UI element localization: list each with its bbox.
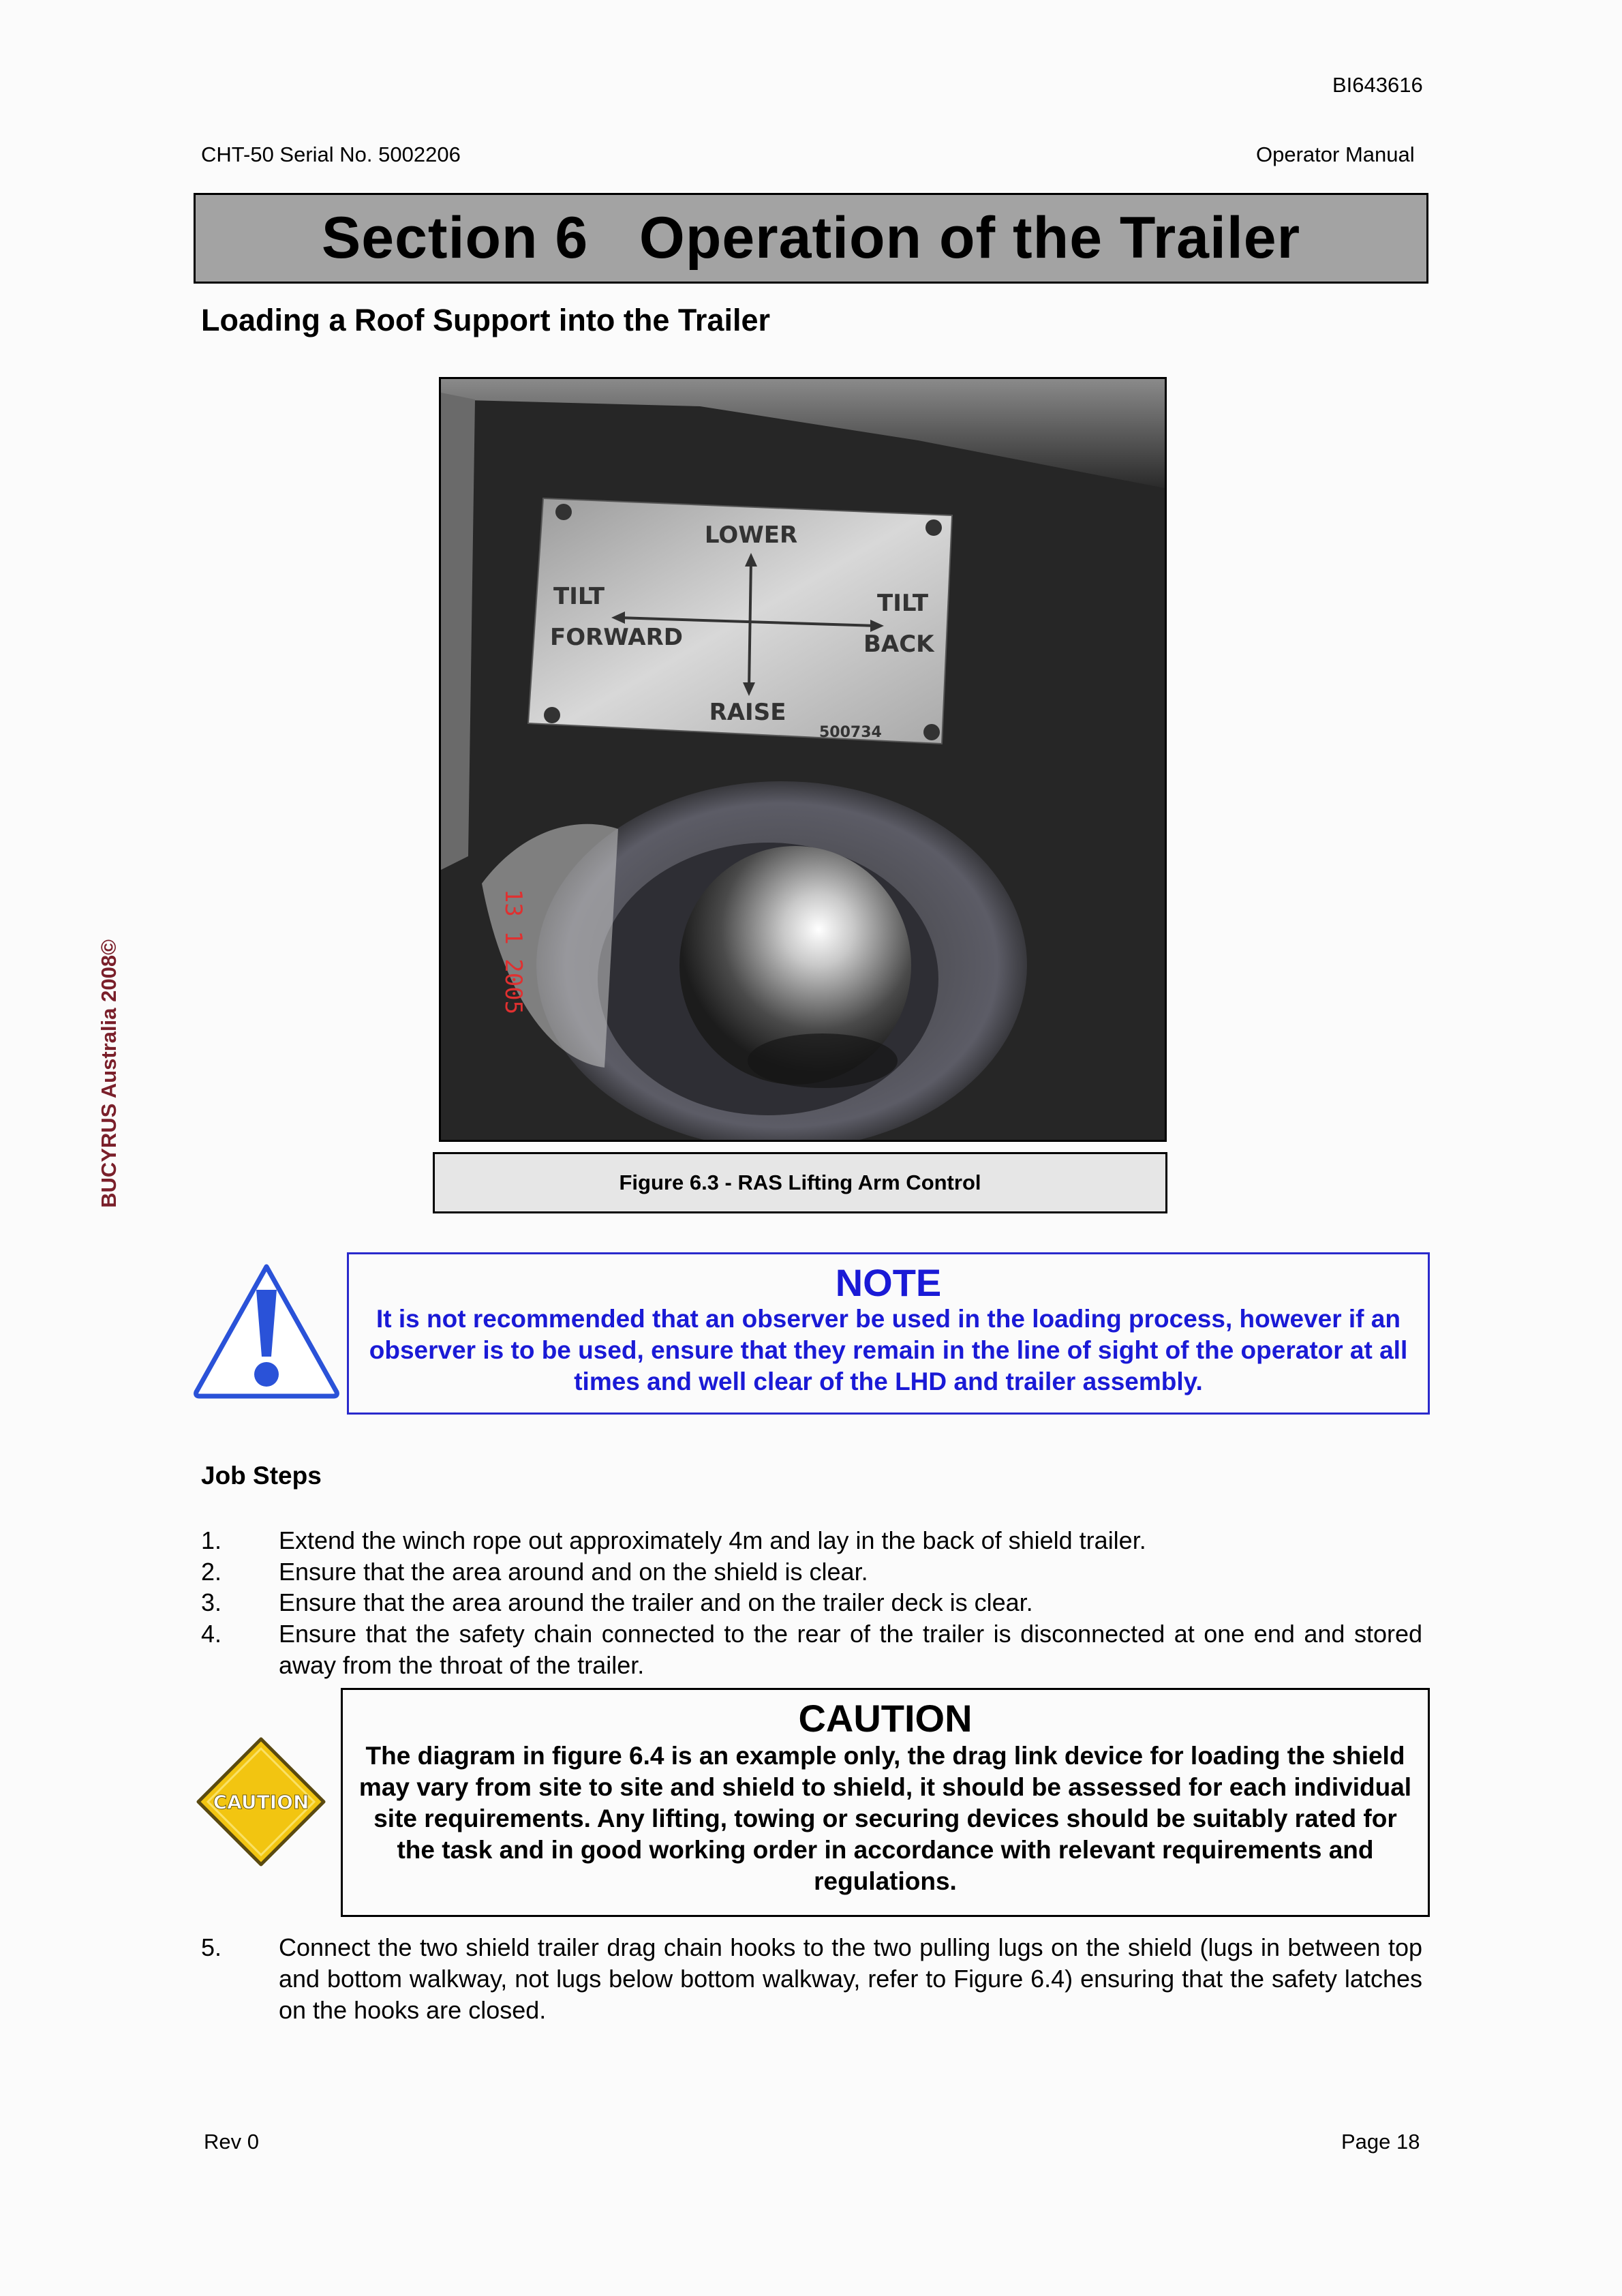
- caution-text: The diagram in figure 6.4 is an example only, the drag link device for loading the shield may vary from site to site and shield to shield, it should be assessed for each individual site requirements. Any lifting, towing or securing devices should be suitably rated for the task and in good working order in accordance with relevant requirements and regulations.: [358, 1742, 1412, 1895]
- step-number: 5.: [201, 1933, 222, 1961]
- control-panel-photo: [441, 379, 1165, 1140]
- plate-lower: LOWER: [704, 522, 798, 549]
- date-stamp: 13 1 2005: [500, 888, 527, 1015]
- direction-plate: [528, 498, 952, 744]
- step-number: 1.: [201, 1526, 222, 1554]
- list-item: [201, 1618, 1422, 1681]
- list-item: [201, 1932, 1422, 2026]
- job-steps-heading: Job Steps: [201, 1462, 322, 1490]
- caution-box: [341, 1688, 1430, 1917]
- figure-photo: [439, 377, 1167, 1142]
- plate-tilt-left: TILT: [553, 583, 605, 610]
- list-item: [201, 1556, 1422, 1588]
- note-text: It is not recommended that an observer be used in the loading process, however if an observer is to be used, ensure that they remain in the line of sight of the operator at all times and well clear of the LHD and trailer assembly.: [369, 1305, 1408, 1395]
- warning-icon: [191, 1261, 342, 1399]
- note-title: NOTE: [835, 1261, 942, 1304]
- plate-part-number: 500734: [819, 724, 882, 741]
- list-item: [201, 1587, 1422, 1618]
- subheading: Loading a Roof Support into the Trailer: [201, 303, 770, 337]
- plate-tilt-right: TILT: [877, 590, 929, 617]
- step-number: 3.: [201, 1588, 222, 1616]
- step-text: Ensure that the area around and on the shield is clear.: [279, 1558, 868, 1586]
- note-box: [347, 1252, 1430, 1415]
- revision-label: Rev 0: [204, 2130, 259, 2154]
- figure-caption: Figure 6.3 - RAS Lifting Arm Control: [433, 1152, 1167, 1213]
- step-number: 4.: [201, 1620, 222, 1648]
- caution-title: CAUTION: [798, 1697, 973, 1740]
- document-id: BI643616: [1332, 73, 1423, 97]
- caution-icon-label: CAUTION: [213, 1791, 309, 1813]
- step-text: Ensure that the area around the trailer and on the trailer deck is clear.: [279, 1588, 1033, 1616]
- step-number: 2.: [201, 1558, 222, 1586]
- list-item: [201, 1525, 1422, 1556]
- section-title: Section 6 Operation of the Trailer: [321, 205, 1301, 271]
- section-banner: [194, 193, 1428, 284]
- step-text: Ensure that the safety chain connected to the rear of the trailer is disconnected at one end and stored away from the throat of the trailer.: [279, 1620, 1422, 1679]
- page-number: Page 18: [1341, 2130, 1420, 2154]
- step-text: Extend the winch rope out approximately 4m and lay in the back of shield trailer.: [279, 1526, 1146, 1554]
- plate-raise: RAISE: [709, 699, 786, 726]
- plate-forward: FORWARD: [550, 624, 684, 651]
- manual-label: Operator Manual: [1256, 142, 1415, 166]
- serial-number: CHT-50 Serial No. 5002206: [201, 142, 461, 166]
- plate-back: BACK: [863, 631, 934, 658]
- step-text: Connect the two shield trailer drag chain hooks to the two pulling lugs on the shield (lugs in between top and bottom walkway, not lugs below bottom walkway, refer to Figure 6.4) ensuring that the safety latches on the hooks are closed.: [279, 1933, 1422, 2024]
- copyright-sidebar: BUCYRUS Australia 2008©: [97, 939, 121, 1208]
- caution-icon: [193, 1734, 329, 1870]
